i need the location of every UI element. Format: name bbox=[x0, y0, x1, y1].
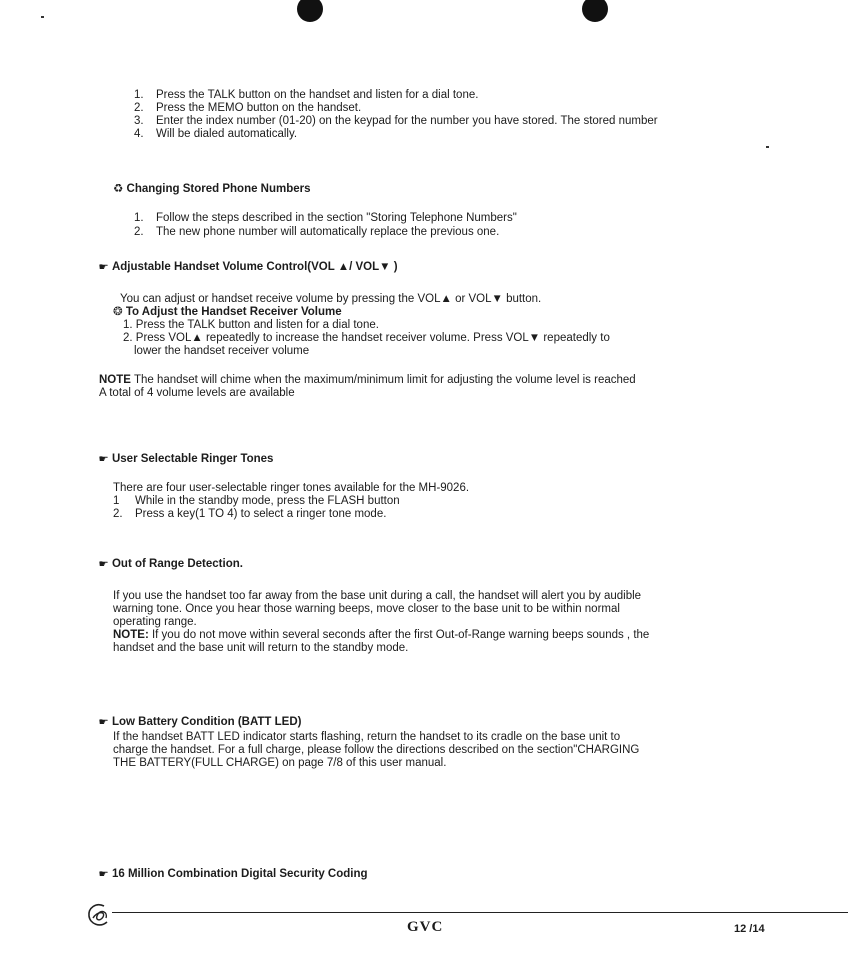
low-battery-body: THE BATTERY(FULL CHARGE) on page 7/8 of this user manual. bbox=[113, 757, 447, 769]
ringer-intro: There are four user-selectable ringer tones available for the MH-9026. bbox=[113, 482, 470, 494]
footer-brand: GVC bbox=[407, 919, 444, 935]
volume-note: NOTE The handset will chime when the maximum/minimum limit for adjusting the volume level is reached bbox=[99, 374, 636, 386]
section-heading-low-battery: ☛ Low Battery Condition (BATT LED) bbox=[98, 716, 302, 728]
pointing-hand-icon: ☛ bbox=[98, 262, 109, 273]
list-item: 2. Press the MEMO button on the handset. bbox=[134, 102, 362, 114]
pointing-hand-icon: ☛ bbox=[98, 869, 109, 880]
volume-intro: You can adjust or handset receive volume by pressing the VOL▲ or VOL▼ button. bbox=[120, 293, 542, 305]
pointing-hand-icon: ☛ bbox=[98, 559, 109, 570]
out-of-range-note: NOTE: If you do not move within several seconds after the first Out-of-Range warning beeps sounds , the bbox=[113, 629, 650, 641]
section-heading-out-of-range: ☛ Out of Range Detection. bbox=[98, 558, 243, 570]
list-item: 3. Enter the index number (01-20) on the keypad for the number you have stored. The stored number bbox=[134, 115, 658, 127]
list-item: 2. The new phone number will automatically replace the previous one. bbox=[134, 226, 500, 238]
gear-bullet-icon: ❂ bbox=[113, 306, 123, 318]
out-of-range-body: operating range. bbox=[113, 616, 197, 628]
page-number: 12 /14 bbox=[734, 923, 765, 935]
low-battery-body: If the handset BATT LED indicator starts flashing, return the handset to its cradle on the base unit to bbox=[113, 731, 621, 743]
out-of-range-body: If you use the handset too far away from the base unit during a call, the handset will alert you by audible bbox=[113, 590, 642, 602]
volume-note-cont: A total of 4 volume levels are available bbox=[99, 387, 295, 399]
scan-speck bbox=[766, 146, 769, 148]
out-of-range-note-cont: handset and the base unit will return to the standby mode. bbox=[113, 642, 409, 654]
low-battery-body: charge the handset. For a full charge, please follow the directions described on the section"CHARGING bbox=[113, 744, 640, 756]
section-heading-ringer: ☛ User Selectable Ringer Tones bbox=[98, 453, 274, 465]
pointing-hand-icon: ☛ bbox=[98, 717, 109, 728]
list-item: 1. Press the TALK button on the handset and listen for a dial tone. bbox=[134, 89, 479, 101]
binder-hole-left bbox=[297, 0, 323, 22]
volume-subtitle: ❂ To Adjust the Handset Receiver Volume bbox=[113, 306, 342, 318]
volume-step-2-cont: lower the handset receiver volume bbox=[134, 345, 310, 357]
volume-step-2: 2. Press VOL▲ repeatedly to increase the handset receiver volume. Press VOL▼ repeatedly to bbox=[123, 332, 610, 344]
binder-hole-right bbox=[582, 0, 608, 22]
section-heading-volume: ☛ Adjustable Handset Volume Control(VOL ▲/ VOL▼ ) bbox=[98, 261, 398, 273]
section-heading-changing-numbers: ♻ Changing Stored Phone Numbers bbox=[113, 183, 311, 195]
out-of-range-body: warning tone. Once you hear those warning beeps, move closer to the base unit to be within normal bbox=[113, 603, 620, 615]
list-item: 1 While in the standby mode, press the FLASH button bbox=[113, 495, 400, 507]
volume-step-1: 1. Press the TALK button and listen for a dial tone. bbox=[123, 319, 379, 331]
list-item: 2. Press a key(1 TO 4) to select a ringer tone mode. bbox=[113, 508, 387, 520]
footer-rule bbox=[112, 912, 848, 913]
section-heading-security-coding: ☛ 16 Million Combination Digital Security Coding bbox=[98, 868, 368, 880]
scan-speck bbox=[41, 16, 44, 18]
list-item: 1. Follow the steps described in the section "Storing Telephone Numbers" bbox=[134, 212, 517, 224]
list-item: 4. Will be dialed automatically. bbox=[134, 128, 298, 140]
company-logo-icon bbox=[84, 900, 114, 930]
pointing-hand-icon: ☛ bbox=[98, 454, 109, 465]
recycle-icon: ♻ bbox=[113, 183, 124, 195]
